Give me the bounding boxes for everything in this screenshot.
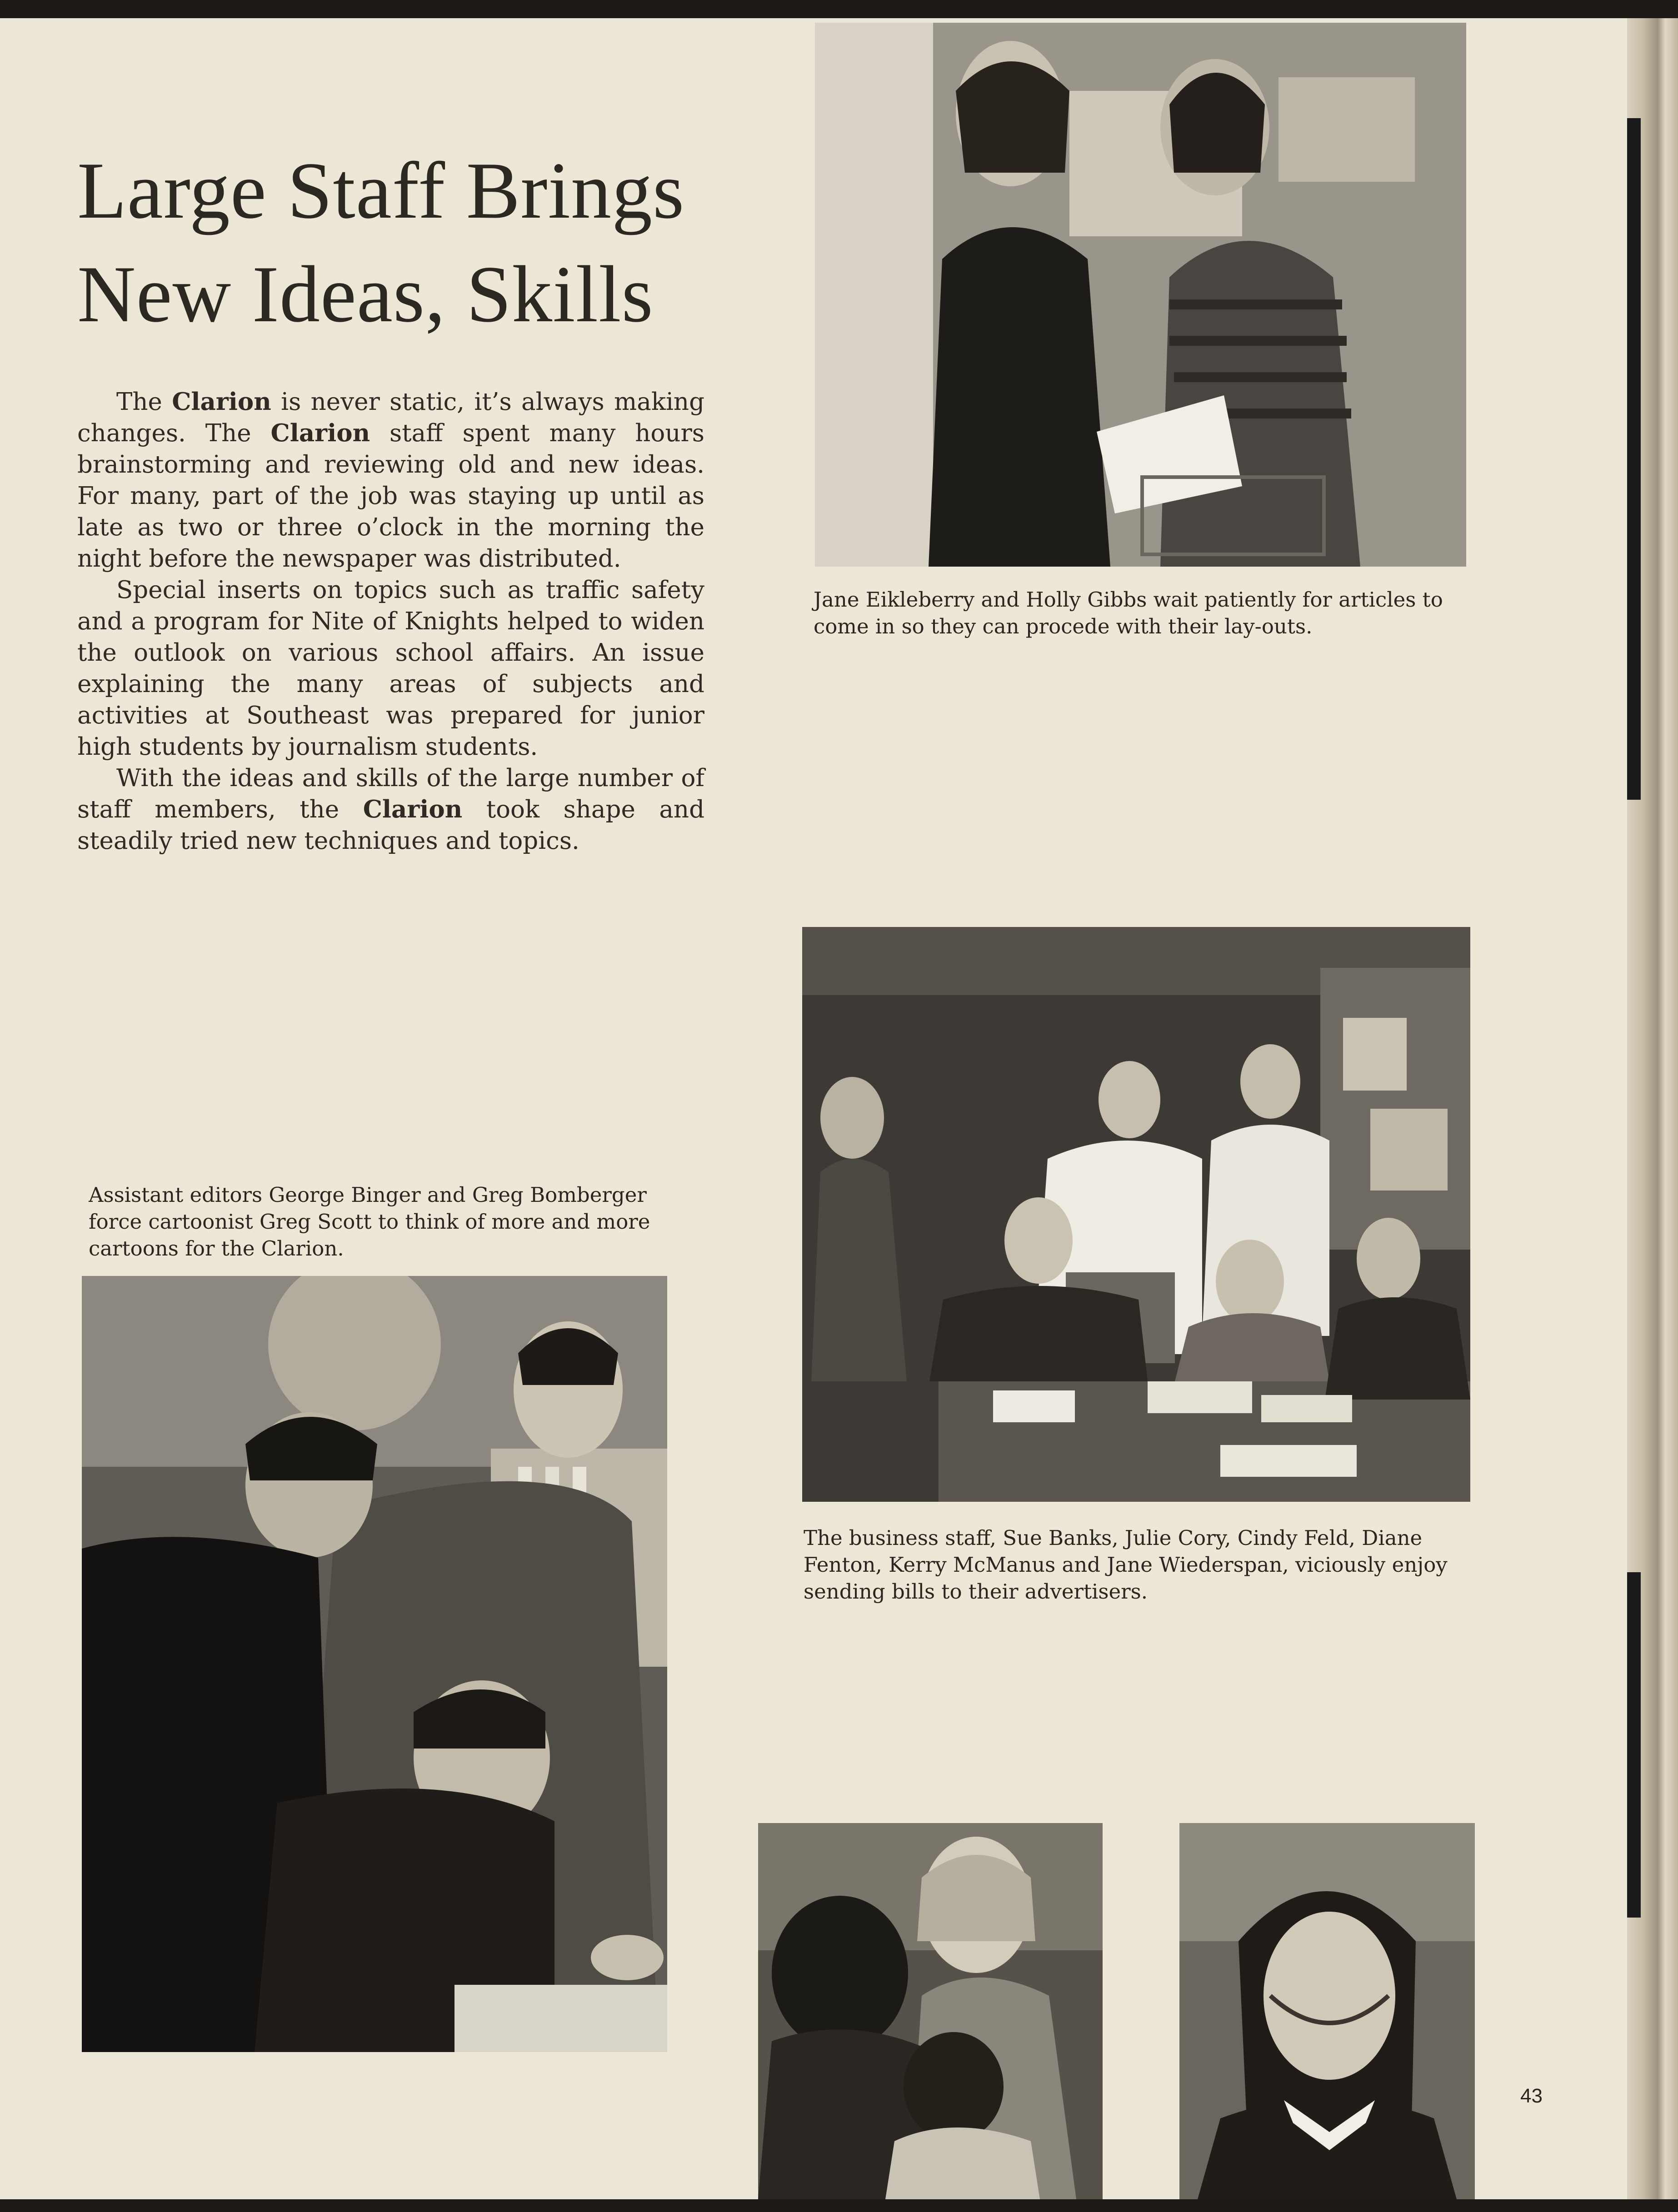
crowd-photo <box>758 1823 1103 2199</box>
cartoon-photo-caption: Assistant editors George Binger and Greg Bomberger force cartoonist Greg Scott to think of more and more cartoons for the Clarion. <box>89 1183 650 1260</box>
publication-name: Clarion <box>363 795 463 823</box>
headline-line-1: Large Staff Brings <box>77 145 685 235</box>
photo-business-staff-group-icon <box>802 927 1470 1502</box>
portrait-photo <box>1179 1823 1475 2199</box>
page-number: 43 <box>1520 2085 1543 2107</box>
article-paragraph <box>77 574 704 762</box>
photo-students-crowd-icon <box>758 1823 1103 2199</box>
cartoon-photo <box>82 1276 667 2052</box>
publication-name: Clarion <box>172 388 271 416</box>
binding-tab <box>1627 1572 1641 1918</box>
photo-editors-cartoonist-icon <box>82 1276 667 2052</box>
photo-two-girls-layout-icon <box>815 23 1466 567</box>
publication-name: Clarion <box>270 419 370 447</box>
article-paragraph <box>77 762 704 857</box>
book-binding-edge <box>1627 18 1678 2199</box>
paragraph-text: With the ideas and skills of the large number of staff members, the <box>77 764 704 823</box>
photo-smiling-girl-portrait-icon <box>1179 1823 1475 2199</box>
paragraph-text: took shape and steadily tried new techniques and topics. <box>77 796 704 855</box>
headline-line-2: New Ideas, Skills <box>77 249 654 339</box>
business-photo-caption: The business staff, Sue Banks, Julie Cory, Cindy Feld, Diane Fenton, Kerry McManus and Jane Wiederspan, viciously enjoy sending bills to their advertisers. <box>804 1526 1448 1604</box>
layout-photo-caption: Jane Eikleberry and Holly Gibbs wait patiently for articles to come in so they can procede with their lay-outs. <box>814 588 1443 638</box>
article-body <box>77 386 704 857</box>
page-headline <box>77 139 741 346</box>
yearbook-page <box>0 18 1627 2199</box>
paragraph-text: The <box>116 388 172 416</box>
paragraph-text: staff spent many hours brainstorming and reviewing old and new ideas. For many, part of the job was staying up until as late as two or three o’clock in the morning the night before the newspaper was distributed. <box>77 419 704 573</box>
binding-tab <box>1627 118 1641 800</box>
article-paragraph <box>77 386 704 574</box>
layout-photo <box>815 23 1466 567</box>
paragraph-text: is never static, it’s always making changes. The <box>77 388 704 447</box>
business-photo <box>802 927 1470 1502</box>
paragraph-text: Special inserts on topics such as traffic safety and a program for Nite of Knights helped to widen the outlook on various school affairs. An issue explaining the many areas of subjects and activities at Southeast was prepared for junior high students by journalism students. <box>77 576 704 761</box>
